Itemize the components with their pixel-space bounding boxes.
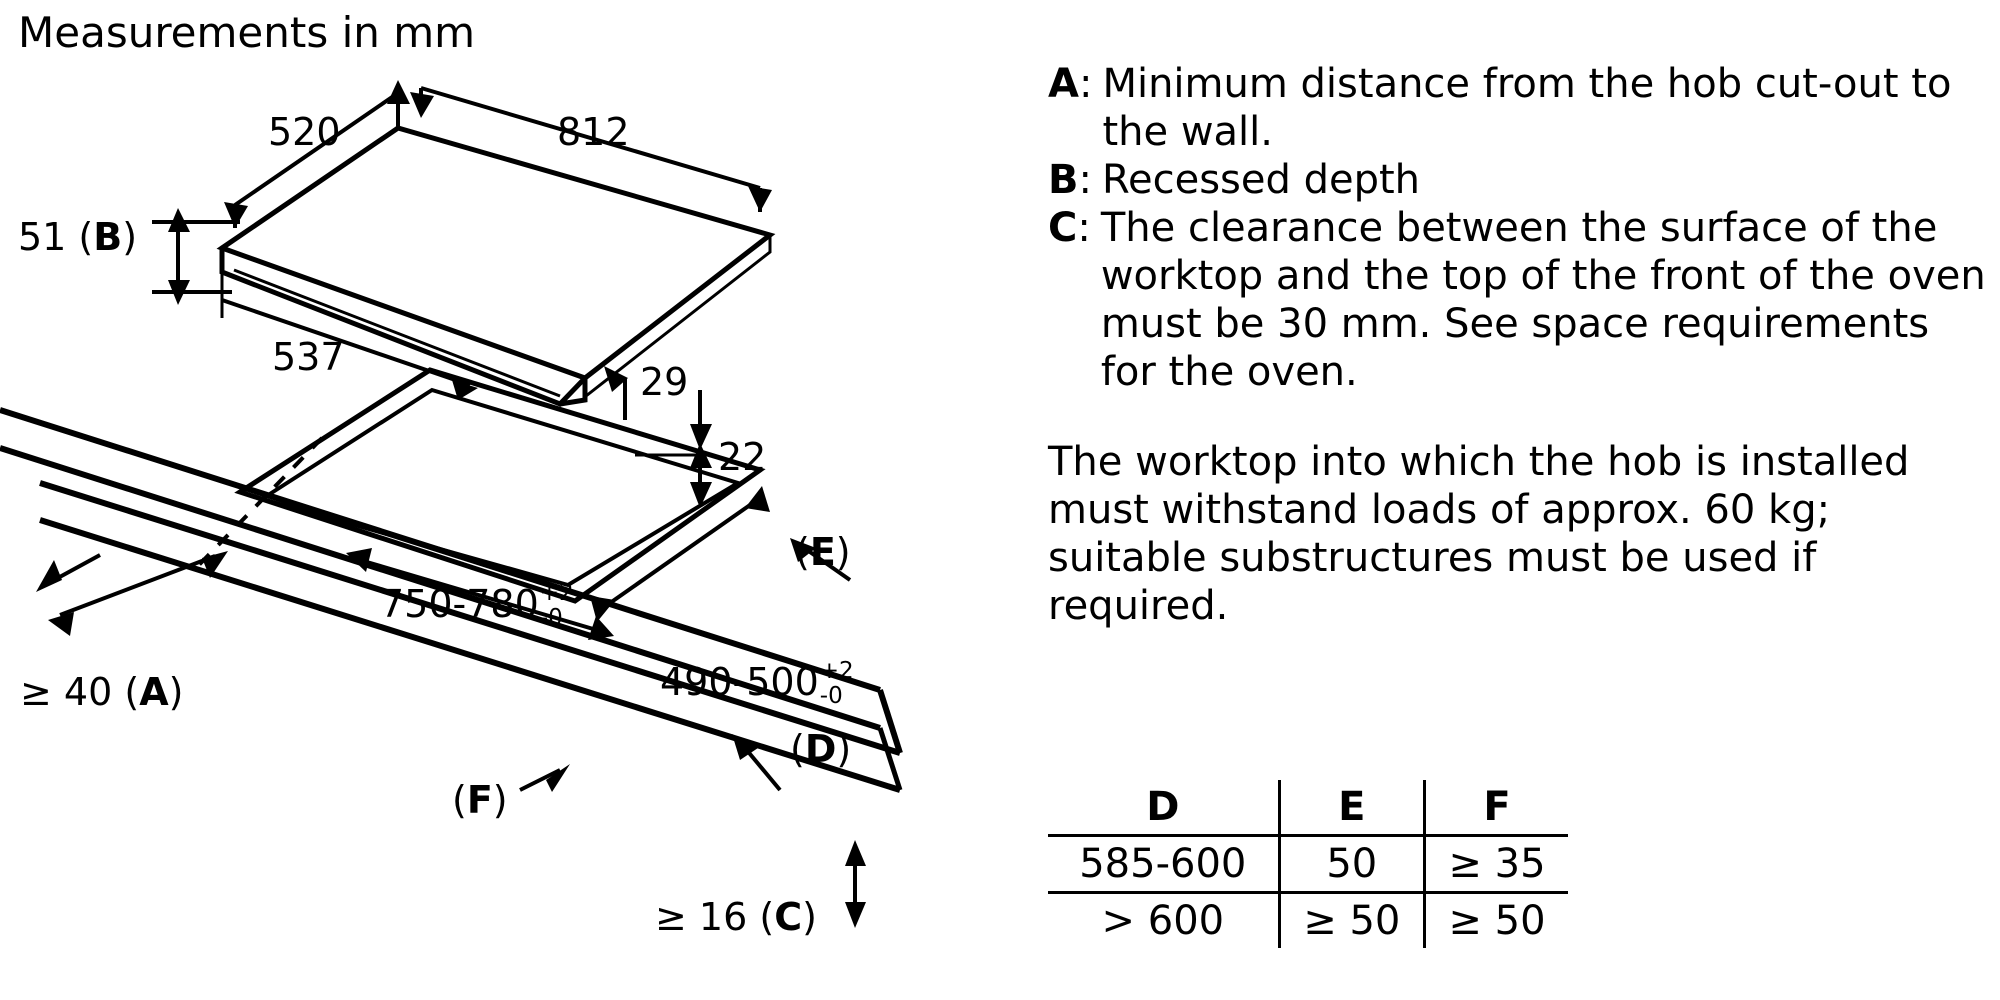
table-cell-e-2: ≥ 50 <box>1279 893 1424 949</box>
table-cell-d-1: 585-600 <box>1048 836 1279 893</box>
legend-text-a: Minimum distance from the hob cut-out to the wall. <box>1102 61 1952 155</box>
legend-colon-a: : <box>1078 61 1093 107</box>
table-header-row <box>1048 780 1568 836</box>
legend-colon-c: : <box>1077 205 1091 251</box>
table-cell-d-2: > 600 <box>1048 893 1279 949</box>
legend-item-c <box>1048 204 1988 396</box>
dimension-worktop-thickness-C: ≥ 16 (C) <box>655 895 817 939</box>
dimension-cutout-depth <box>660 660 854 709</box>
table-cell-f-2: ≥ 50 <box>1448 898 1546 944</box>
table-row <box>1048 893 1568 949</box>
table-header-d: D <box>1048 780 1279 836</box>
dimension-51-B: 51 (B) <box>18 215 138 259</box>
table-row <box>1048 836 1568 893</box>
diagram-title: Measurements in mm <box>18 8 476 57</box>
table-header-f: F <box>1483 784 1511 830</box>
legend-panel <box>1048 60 1988 630</box>
cutout-width-value: 750-780 <box>380 582 539 626</box>
dimension-table <box>1048 780 1568 948</box>
dimension-520: 520 <box>268 110 341 154</box>
cutout-width-tolerance: +2 -0 <box>539 580 574 631</box>
worktop-load-note: The worktop into which the hob is installed must withstand loads of approx. 60 kg; suitable substructures must be used if required. <box>1048 439 1910 629</box>
legend-item-a <box>1048 60 1988 156</box>
table-cell-e-1: 50 <box>1279 836 1424 893</box>
dimension-cutout-width <box>380 582 574 631</box>
marker-E: (E) <box>795 530 851 574</box>
dimension-wall-distance-A: ≥ 40 (A) <box>20 670 184 714</box>
marker-F: (F) <box>452 778 508 822</box>
legend-text-c: The clearance between the surface of the worktop and the top of the front of the oven must be 30 mm. See space requirements for the oven. <box>1100 205 1986 395</box>
legend-text-b: Recessed depth <box>1101 157 1421 203</box>
cutout-depth-value: 490-500 <box>660 660 819 704</box>
legend-item-b <box>1048 156 1988 204</box>
table-header-e: E <box>1279 780 1424 836</box>
legend-key-b: B <box>1048 157 1079 203</box>
marker-D: (D) <box>790 727 852 771</box>
table-cell-f-1: ≥ 35 <box>1448 841 1546 887</box>
legend-key-c: C <box>1048 205 1078 251</box>
dimension-29: 29 <box>640 360 689 404</box>
dimension-812: 812 <box>557 110 630 154</box>
legend-key-a: A <box>1048 61 1079 107</box>
cutout-depth-tolerance: +2 -0 <box>819 658 854 709</box>
dimension-537: 537 <box>272 335 345 379</box>
legend-colon-b: : <box>1078 157 1092 203</box>
dimension-22: 22 <box>718 435 767 479</box>
